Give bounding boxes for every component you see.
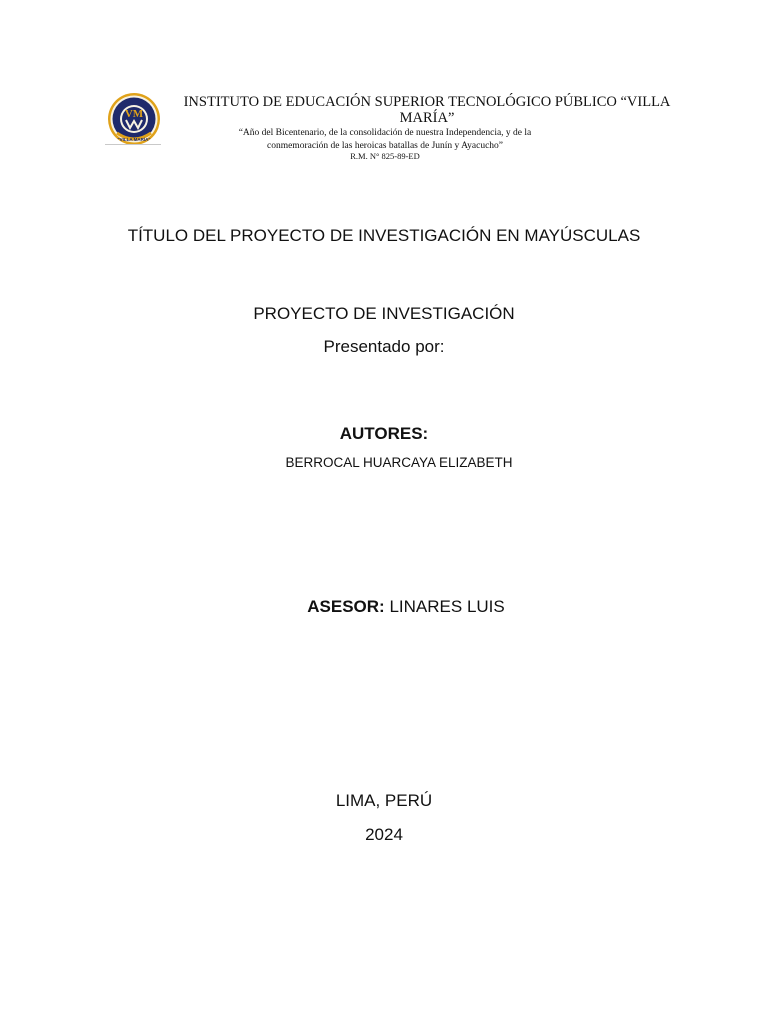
motto-line-2: conmemoración de las heroicas batallas de Junín y Ayacucho” [266,140,503,151]
logo-ring-text: "VILLA MARÍA" [117,137,151,142]
advisor-name: LINARES LUIS [389,597,505,616]
presented-by-label: Presentado por: [323,337,445,356]
city-country: LIMA, PERÚ [335,791,433,810]
document-header [105,88,695,168]
logo-underline [105,144,161,145]
ministerial-resolution: R.M. N° 825-89-ED [350,151,420,161]
author-name: BERROCAL HUARCAYA ELIZABETH [285,455,513,470]
villa-maria-seal-icon [107,90,161,148]
institution-motto [205,127,565,152]
authors-label: AUTORES: [339,424,429,443]
advisor-label: ASESOR: [307,597,385,616]
advisor-line [22,597,768,617]
year: 2024 [365,825,403,844]
institution-name: INSTITUTO DE EDUCACIÓN SUPERIOR TECNOLÓGICO PÚBLICO “VILLA MARÍA” [183,94,671,126]
logo-monogram-v: VM [124,108,144,120]
document-type: PROYECTO DE INVESTIGACIÓN [253,304,515,323]
project-title: TÍTULO DEL PROYECTO DE INVESTIGACIÓN EN MAYÚSCULAS [127,226,641,245]
motto-line-1: “Año del Bicentenario, de la consolidación de nuestra Independencia, y de la [238,128,532,138]
